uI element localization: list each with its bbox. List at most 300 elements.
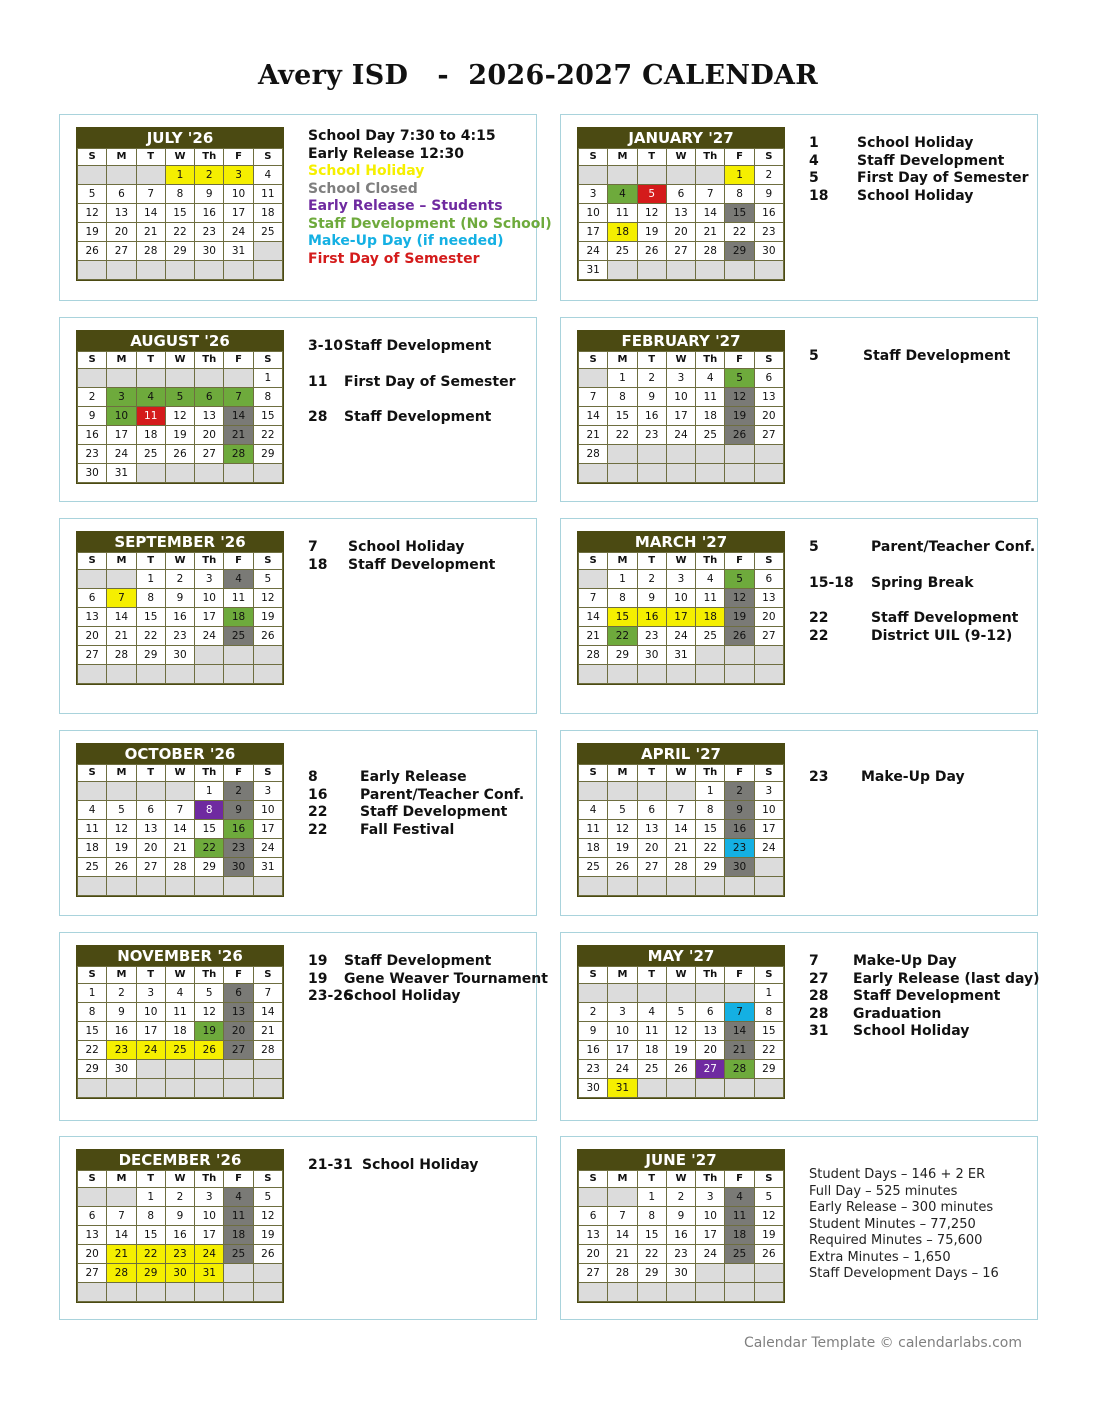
event-date: 7 — [308, 539, 318, 555]
day-cell: 30 — [224, 858, 253, 877]
day-cell: 5 — [754, 1188, 783, 1207]
day-cell: 30 — [666, 1264, 695, 1283]
day-cell: 15 — [608, 407, 637, 426]
day-cell: 7 — [107, 1207, 136, 1226]
day-cell: 22 — [165, 223, 194, 242]
empty-day-cell — [608, 984, 637, 1003]
day-cell: 22 — [195, 839, 224, 858]
day-cell: 12 — [195, 1003, 224, 1022]
event-text: Staff Development — [360, 804, 508, 820]
weekday-header: T — [136, 967, 165, 984]
day-cell: 12 — [107, 820, 136, 839]
day-cell: 14 — [579, 407, 608, 426]
day-cell: 27 — [224, 1041, 253, 1060]
weekday-header: S — [579, 1171, 608, 1188]
empty-day-cell — [725, 665, 754, 684]
empty-day-cell — [253, 261, 282, 280]
day-cell: 24 — [666, 426, 695, 445]
day-cell: 21 — [579, 627, 608, 646]
event-item — [809, 1023, 1037, 1041]
day-cell: 13 — [637, 820, 666, 839]
day-cell: 4 — [725, 1188, 754, 1207]
events-list — [308, 338, 536, 427]
day-cell: 20 — [637, 839, 666, 858]
day-cell: 16 — [78, 426, 107, 445]
event-item — [809, 348, 1037, 366]
empty-day-cell — [608, 665, 637, 684]
legend-item: School Holiday — [308, 163, 425, 179]
day-cell: 1 — [608, 570, 637, 589]
weekday-header: T — [637, 765, 666, 782]
day-cell: 16 — [165, 608, 194, 627]
events-list — [809, 135, 1037, 205]
day-cell: 1 — [136, 570, 165, 589]
day-cell: 2 — [579, 1003, 608, 1022]
day-cell: 3 — [136, 984, 165, 1003]
day-cell: 9 — [637, 388, 666, 407]
empty-day-cell — [666, 877, 695, 896]
empty-day-cell — [666, 261, 695, 280]
day-cell: 27 — [754, 426, 783, 445]
day-cell: 22 — [253, 426, 282, 445]
day-cell: 9 — [666, 1207, 695, 1226]
day-cell: 29 — [637, 1264, 666, 1283]
empty-day-cell — [696, 261, 725, 280]
empty-day-cell — [579, 464, 608, 483]
day-cell: 12 — [253, 1207, 282, 1226]
day-cell: 15 — [725, 204, 754, 223]
day-cell: 27 — [78, 646, 107, 665]
empty-day-cell — [754, 261, 783, 280]
day-cell: 7 — [666, 801, 695, 820]
day-cell: 13 — [78, 1226, 107, 1245]
weekday-header: W — [165, 1171, 194, 1188]
event-item — [308, 787, 536, 805]
day-cell: 20 — [107, 223, 136, 242]
event-text: School Holiday — [853, 1023, 970, 1039]
day-cell: 23 — [78, 445, 107, 464]
weekday-header: S — [754, 967, 783, 984]
events-list — [809, 348, 1037, 366]
month-card-november — [59, 932, 548, 1121]
weekday-header: Th — [195, 967, 224, 984]
day-cell: 11 — [224, 589, 253, 608]
day-cell: 2 — [754, 166, 783, 185]
weekday-header: T — [136, 149, 165, 166]
month-header: JUNE '27 — [578, 1150, 784, 1170]
event-item — [809, 628, 1037, 646]
weekday-header: S — [78, 352, 107, 369]
month-header: APRIL '27 — [578, 744, 784, 764]
weekday-header: W — [165, 553, 194, 570]
empty-day-cell — [78, 166, 107, 185]
day-cell: 21 — [253, 1022, 282, 1041]
month-card-february — [560, 317, 1038, 502]
empty-day-cell — [579, 369, 608, 388]
empty-day-cell — [165, 261, 194, 280]
day-cell: 2 — [165, 1188, 194, 1207]
empty-day-cell — [107, 261, 136, 280]
legend-item: School Closed — [308, 180, 418, 197]
month-header: AUGUST '26 — [77, 331, 283, 351]
empty-day-cell — [107, 570, 136, 589]
day-cell: 16 — [637, 407, 666, 426]
day-cell: 17 — [579, 223, 608, 242]
event-text: Parent/Teacher Conf. — [360, 786, 525, 803]
day-cell: 11 — [78, 820, 107, 839]
empty-day-cell — [78, 782, 107, 801]
weekday-header: S — [253, 765, 282, 782]
weekday-header: T — [637, 967, 666, 984]
day-cell: 17 — [136, 1022, 165, 1041]
weekday-header: F — [224, 1171, 253, 1188]
day-cell: 19 — [195, 1022, 224, 1041]
empty-day-cell — [136, 1079, 165, 1098]
empty-day-cell — [253, 646, 282, 665]
event-text: School Holiday — [344, 988, 461, 1004]
day-cell: 2 — [78, 388, 107, 407]
weekday-header: Th — [696, 553, 725, 570]
empty-day-cell — [637, 1079, 666, 1098]
day-cell: 19 — [725, 407, 754, 426]
day-cell: 17 — [195, 608, 224, 627]
empty-day-cell — [666, 1283, 695, 1302]
day-cell: 9 — [78, 407, 107, 426]
empty-day-cell — [107, 1188, 136, 1207]
event-date: 5 — [809, 348, 819, 364]
day-cell: 20 — [224, 1022, 253, 1041]
month-calendar — [76, 531, 284, 685]
empty-day-cell — [224, 1283, 253, 1302]
day-cell: 29 — [165, 242, 194, 261]
event-date: 19 — [308, 953, 328, 969]
empty-day-cell — [754, 858, 783, 877]
day-cell: 17 — [666, 407, 695, 426]
day-cell: 7 — [253, 984, 282, 1003]
weekday-header: M — [608, 765, 637, 782]
day-cell: 9 — [754, 185, 783, 204]
day-cell: 15 — [136, 608, 165, 627]
day-cell: 31 — [107, 464, 136, 483]
day-cell: 6 — [666, 185, 695, 204]
day-cell: 11 — [165, 1003, 194, 1022]
day-cell: 2 — [107, 984, 136, 1003]
day-cell: 17 — [754, 820, 783, 839]
day-cell: 22 — [696, 839, 725, 858]
weekday-header: S — [579, 967, 608, 984]
weekday-header: F — [725, 553, 754, 570]
empty-day-cell — [224, 464, 253, 483]
day-cell: 16 — [195, 204, 224, 223]
day-cell: 21 — [165, 839, 194, 858]
day-cell: 10 — [224, 185, 253, 204]
empty-day-cell — [608, 464, 637, 483]
weekday-header: S — [579, 149, 608, 166]
day-cell: 18 — [224, 608, 253, 627]
day-cell: 27 — [666, 242, 695, 261]
empty-day-cell — [696, 646, 725, 665]
month-header: DECEMBER '26 — [77, 1150, 283, 1170]
event-item — [809, 188, 1037, 206]
day-cell: 9 — [637, 589, 666, 608]
event-date: 21-31 — [308, 1157, 353, 1173]
day-cell: 20 — [195, 426, 224, 445]
stat-line: Required Minutes – 75,600 — [809, 1233, 983, 1248]
day-cell: 20 — [666, 223, 695, 242]
day-cell: 21 — [666, 839, 695, 858]
day-cell: 15 — [165, 204, 194, 223]
empty-day-cell — [579, 1283, 608, 1302]
day-cell: 20 — [78, 627, 107, 646]
day-cell: 23 — [165, 1245, 194, 1264]
day-cell: 24 — [754, 839, 783, 858]
day-cell: 20 — [754, 608, 783, 627]
empty-day-cell — [725, 1079, 754, 1098]
empty-day-cell — [666, 464, 695, 483]
day-cell: 14 — [136, 204, 165, 223]
empty-day-cell — [579, 984, 608, 1003]
day-cell: 16 — [637, 608, 666, 627]
day-cell: 20 — [78, 1245, 107, 1264]
weekday-header: S — [78, 149, 107, 166]
stat-line: Student Days – 146 + 2 ER — [809, 1167, 986, 1182]
day-cell: 8 — [637, 1207, 666, 1226]
empty-day-cell — [696, 665, 725, 684]
day-cell: 6 — [78, 1207, 107, 1226]
day-cell: 11 — [696, 589, 725, 608]
day-cell: 25 — [253, 223, 282, 242]
weekday-header: S — [579, 765, 608, 782]
day-cell: 8 — [608, 388, 637, 407]
empty-day-cell — [608, 782, 637, 801]
month-calendar — [76, 1149, 284, 1303]
day-cell: 3 — [224, 166, 253, 185]
empty-day-cell — [195, 665, 224, 684]
day-cell: 30 — [579, 1079, 608, 1098]
weekday-header: W — [666, 1171, 695, 1188]
day-cell: 25 — [224, 1245, 253, 1264]
day-cell: 19 — [165, 426, 194, 445]
empty-day-cell — [136, 782, 165, 801]
event-date: 19 — [308, 970, 328, 987]
day-cell: 19 — [754, 1226, 783, 1245]
day-cell: 2 — [195, 166, 224, 185]
event-text: Parent/Teacher Conf. — [871, 539, 1036, 555]
day-cell: 23 — [637, 627, 666, 646]
weekday-header: S — [78, 553, 107, 570]
empty-day-cell — [637, 1283, 666, 1302]
month-card-september — [59, 518, 537, 714]
day-cell: 22 — [725, 223, 754, 242]
day-cell: 8 — [253, 388, 282, 407]
day-cell: 23 — [224, 839, 253, 858]
day-cell: 14 — [107, 608, 136, 627]
day-cell: 23 — [637, 426, 666, 445]
weekday-header: S — [253, 553, 282, 570]
empty-day-cell — [107, 1283, 136, 1302]
empty-day-cell — [253, 242, 282, 261]
event-date: 23-26 — [308, 988, 353, 1004]
day-cell: 5 — [165, 388, 194, 407]
day-cell: 17 — [253, 820, 282, 839]
weekday-header: S — [253, 149, 282, 166]
day-cell: 28 — [666, 858, 695, 877]
day-cell: 20 — [136, 839, 165, 858]
month-calendar — [577, 1149, 785, 1303]
day-cell: 18 — [224, 1226, 253, 1245]
day-cell: 23 — [107, 1041, 136, 1060]
month-header: MARCH '27 — [578, 532, 784, 552]
event-item — [809, 575, 1037, 593]
empty-day-cell — [195, 1060, 224, 1079]
empty-day-cell — [696, 1079, 725, 1098]
day-cell: 13 — [696, 1022, 725, 1041]
day-cell: 14 — [696, 204, 725, 223]
day-cell: 21 — [136, 223, 165, 242]
day-cell: 5 — [78, 185, 107, 204]
empty-day-cell — [253, 877, 282, 896]
legend-item: School Day 7:30 to 4:15 — [308, 128, 496, 144]
empty-day-cell — [696, 166, 725, 185]
day-cell: 21 — [608, 1245, 637, 1264]
day-cell: 17 — [107, 426, 136, 445]
day-cell: 26 — [637, 242, 666, 261]
event-item — [809, 610, 1037, 628]
event-date: 3-10 — [308, 338, 344, 354]
day-cell: 22 — [608, 627, 637, 646]
day-cell: 3 — [666, 369, 695, 388]
day-cell: 2 — [637, 570, 666, 589]
events-list — [809, 539, 1037, 645]
day-cell: 8 — [165, 185, 194, 204]
weekday-header: S — [754, 765, 783, 782]
empty-day-cell — [608, 877, 637, 896]
day-cell: 1 — [165, 166, 194, 185]
empty-day-cell — [696, 984, 725, 1003]
day-cell: 24 — [696, 1245, 725, 1264]
event-date: 5 — [809, 539, 819, 555]
day-cell: 27 — [78, 1264, 107, 1283]
month-calendar — [577, 127, 785, 281]
day-cell: 30 — [165, 646, 194, 665]
day-cell: 19 — [608, 839, 637, 858]
event-item — [308, 769, 536, 787]
day-cell: 4 — [696, 369, 725, 388]
empty-day-cell — [637, 782, 666, 801]
empty-day-cell — [136, 166, 165, 185]
day-cell: 26 — [725, 627, 754, 646]
day-cell: 18 — [579, 839, 608, 858]
day-cell: 28 — [696, 242, 725, 261]
day-cell: 9 — [224, 801, 253, 820]
day-cell: 15 — [754, 1022, 783, 1041]
event-date: 31 — [809, 1023, 829, 1039]
empty-day-cell — [78, 1188, 107, 1207]
day-cell: 9 — [195, 185, 224, 204]
event-date: 28 — [809, 988, 829, 1004]
empty-day-cell — [107, 665, 136, 684]
weekday-header: S — [253, 1171, 282, 1188]
day-cell: 23 — [754, 223, 783, 242]
stat-line: Extra Minutes – 1,650 — [809, 1249, 951, 1265]
empty-day-cell — [165, 782, 194, 801]
day-cell: 18 — [637, 1041, 666, 1060]
event-text: Staff Development — [344, 409, 492, 425]
event-date: 22 — [308, 804, 328, 820]
day-cell: 18 — [696, 608, 725, 627]
empty-day-cell — [224, 1264, 253, 1283]
day-cell: 11 — [608, 204, 637, 223]
day-cell: 1 — [253, 369, 282, 388]
day-cell: 5 — [666, 1003, 695, 1022]
weekday-header: F — [725, 1171, 754, 1188]
day-cell: 16 — [725, 820, 754, 839]
empty-day-cell — [224, 665, 253, 684]
empty-day-cell — [224, 1079, 253, 1098]
event-text: School Holiday — [348, 539, 465, 555]
empty-day-cell — [637, 464, 666, 483]
empty-day-cell — [165, 1060, 194, 1079]
day-cell: 29 — [725, 242, 754, 261]
day-cell: 5 — [253, 1188, 282, 1207]
day-cell: 21 — [725, 1041, 754, 1060]
day-cell: 29 — [754, 1060, 783, 1079]
day-cell: 6 — [579, 1207, 608, 1226]
day-cell: 13 — [754, 589, 783, 608]
day-cell: 3 — [579, 185, 608, 204]
day-cell: 8 — [136, 1207, 165, 1226]
day-cell: 4 — [165, 984, 194, 1003]
weekday-header: S — [253, 352, 282, 369]
day-cell: 12 — [754, 1207, 783, 1226]
day-cell: 28 — [136, 242, 165, 261]
empty-day-cell — [579, 782, 608, 801]
day-cell: 31 — [608, 1079, 637, 1098]
event-item — [308, 409, 536, 427]
day-cell: 26 — [107, 858, 136, 877]
day-cell: 12 — [637, 204, 666, 223]
day-cell: 24 — [107, 445, 136, 464]
day-cell: 27 — [107, 242, 136, 261]
day-cell: 10 — [253, 801, 282, 820]
weekday-header: S — [579, 553, 608, 570]
day-cell: 14 — [107, 1226, 136, 1245]
stat-line: Early Release – 300 minutes — [809, 1200, 994, 1215]
day-cell: 3 — [754, 782, 783, 801]
day-cell: 1 — [696, 782, 725, 801]
event-date: 18 — [809, 187, 829, 204]
empty-day-cell — [78, 877, 107, 896]
day-cell: 6 — [224, 984, 253, 1003]
day-cell: 16 — [754, 204, 783, 223]
day-cell: 5 — [637, 185, 666, 204]
day-cell: 25 — [165, 1041, 194, 1060]
day-cell: 18 — [696, 407, 725, 426]
empty-day-cell — [696, 877, 725, 896]
empty-day-cell — [725, 1283, 754, 1302]
day-cell: 5 — [608, 801, 637, 820]
day-cell: 23 — [579, 1060, 608, 1079]
weekday-header: W — [666, 553, 695, 570]
empty-day-cell — [195, 877, 224, 896]
day-cell: 19 — [666, 1041, 695, 1060]
day-cell: 21 — [224, 426, 253, 445]
weekday-header: F — [224, 967, 253, 984]
empty-day-cell — [696, 1283, 725, 1302]
empty-day-cell — [637, 445, 666, 464]
day-cell: 25 — [696, 426, 725, 445]
event-text: School Holiday — [857, 187, 974, 204]
